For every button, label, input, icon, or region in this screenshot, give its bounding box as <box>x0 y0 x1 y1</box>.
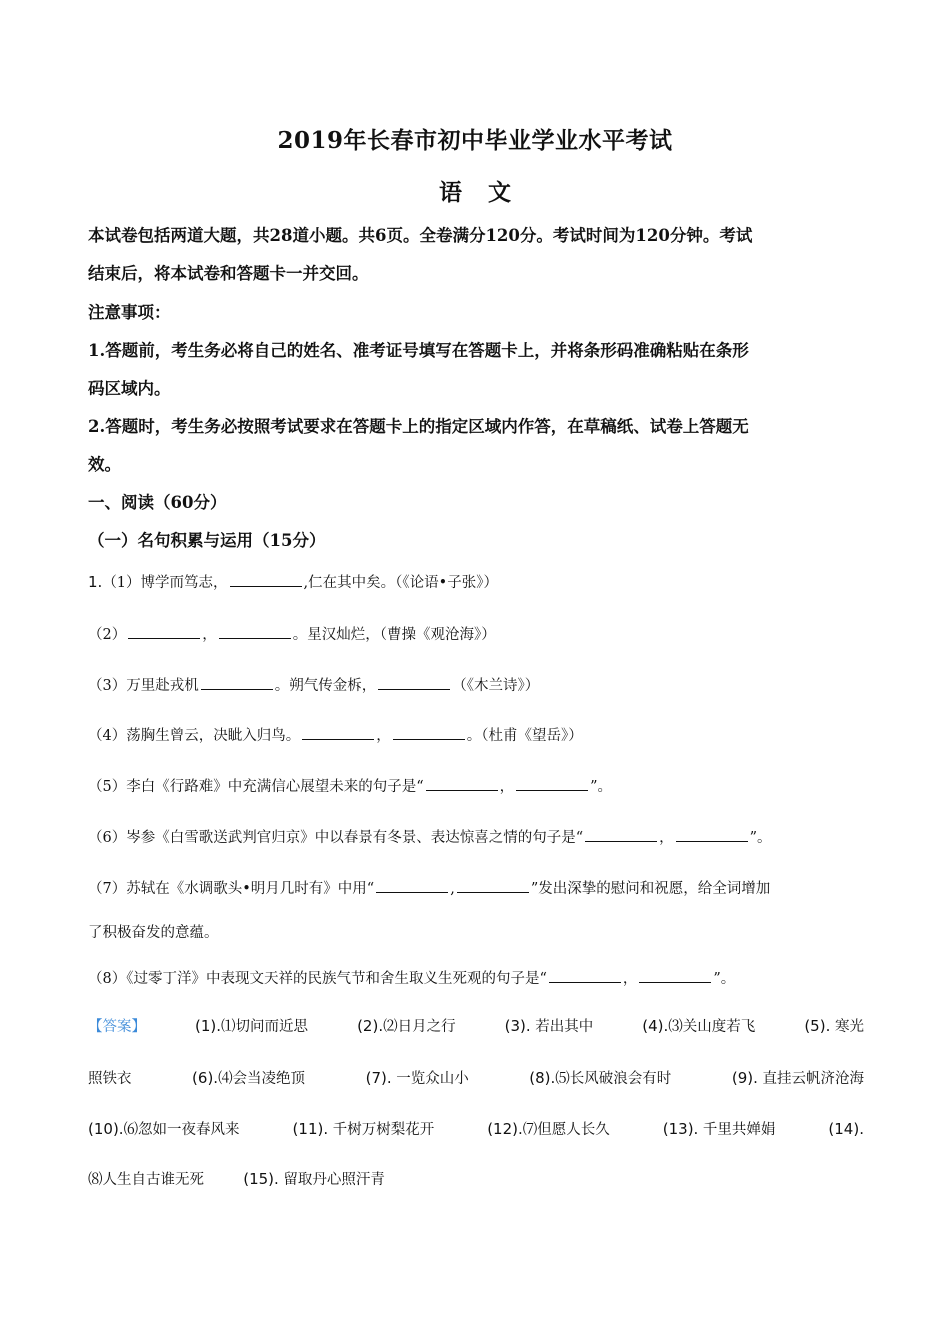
answer-blank <box>230 572 302 587</box>
answer-blank <box>201 675 273 690</box>
answer-item: (15). 留取丹心照汗青 <box>243 1170 385 1188</box>
intro-line-2: 结束后，将本试卷和答题卡一并交回。 <box>88 264 369 283</box>
answer-item: (3). 若出其中 <box>504 1017 594 1035</box>
notes-heading: 注意事项： <box>88 303 171 322</box>
answer-item: 照铁衣 <box>88 1071 132 1087</box>
subject-title: 语文 <box>439 179 537 206</box>
question-1-line-3: （3）万里赴戎机 。朔气传金柝， （《木兰诗》） <box>88 674 539 695</box>
note-2-line-1: 2.答题时，考生务必按照考试要求在答题卡上的指定区域内作答，在草稿纸、试卷上答题无 <box>88 417 749 436</box>
section-part-1: 一、阅读（60分） <box>88 493 227 512</box>
answer-blank <box>302 725 374 740</box>
answer-item: (11). 千树万树梨花开 <box>292 1120 435 1138</box>
question-1-line-1: 1.（1）博学而笃志， ,仁在其中矣。（《论语•子张》） <box>88 573 498 591</box>
answer-blank <box>393 725 465 740</box>
answer-item: (1).⑴切问而近思 <box>195 1017 309 1035</box>
answer-item: (6).⑷会当凌绝顶 <box>192 1069 306 1087</box>
answer-item: ⑻人生自古谁无死 <box>88 1172 204 1188</box>
answer-blank <box>128 624 200 639</box>
question-1-line-4: （4）荡胸生曾云，决眦入归鸟。 ， 。（杜甫《望岳》） <box>88 724 583 745</box>
answer-item: (8).⑸长风破浪会有时 <box>529 1069 672 1087</box>
question-1-line-2: （2） ， 。星汉灿烂，（曹操《观沧海》） <box>88 623 496 644</box>
answer-blank <box>219 624 291 639</box>
answer-item: (7). 一览众山小 <box>365 1069 469 1087</box>
answer-blank <box>639 968 711 983</box>
answer-blank <box>376 878 448 893</box>
answer-row-2 <box>88 1067 864 1097</box>
answer-item: (10).⑹忽如一夜春风来 <box>88 1120 240 1138</box>
question-1-line-7: （7）苏轼在《水调歌头•明月几时有》中用“ , ”发出深挚的慰问和祝愿，给全词增加 <box>88 877 770 898</box>
answer-item: (2).⑵日月之行 <box>357 1017 456 1035</box>
answer-blank <box>516 776 588 791</box>
answer-item: (4).⑶关山度若飞 <box>642 1017 756 1035</box>
question-1-line-8: （8）《过零丁洋》中表现文天祥的民族气节和舍生取义生死观的句子是“ ， ”。 <box>88 967 735 988</box>
answer-blank <box>378 675 450 690</box>
answer-item: (13). 千里共婵娟 <box>662 1120 776 1138</box>
answer-item: (12).⑺但愿人长久 <box>487 1120 610 1138</box>
answer-item: (5). 寒光 <box>804 1017 864 1035</box>
question-number: 1. <box>88 573 103 591</box>
answer-blank <box>457 878 529 893</box>
question-1-line-5: （5）李白《行路难》中充满信心展望未来的句子是“ ， ”。 <box>88 775 612 796</box>
answer-row-1 <box>88 1015 864 1045</box>
answer-label: 【答案】 <box>88 1019 146 1035</box>
answer-blank <box>585 827 657 842</box>
answer-blank <box>549 968 621 983</box>
note-1-line-2: 码区域内。 <box>88 379 171 398</box>
answer-blank <box>676 827 748 842</box>
note-2-line-2: 效。 <box>88 455 121 474</box>
question-1-line-7-cont: 了积极奋发的意蕴。 <box>88 925 219 941</box>
answer-blank <box>426 776 498 791</box>
exam-title: 2019年长春市初中毕业学业水平考试 <box>277 127 673 154</box>
answer-row-3 <box>88 1118 864 1148</box>
answer-item: (14). <box>828 1120 864 1138</box>
answer-item: (9). 直挂云帆济沧海 <box>731 1069 864 1087</box>
note-1-line-1: 1.答题前，考生务必将自己的姓名、准考证号填写在答题卡上，并将条形码准确粘贴在条形 <box>88 341 749 360</box>
question-1-line-6: （6）岑参《白雪歌送武判官归京》中以春景有冬景、表达惊喜之情的句子是“ ， ”。 <box>88 826 772 847</box>
intro-line-1: 本试卷包括两道大题，共28道小题。共6页。全卷满分120分。考试时间为120分钟。考试 <box>88 226 753 245</box>
section-sub-1: （一）名句积累与运用（15分） <box>88 531 326 550</box>
answer-row-4 <box>88 1168 385 1189</box>
